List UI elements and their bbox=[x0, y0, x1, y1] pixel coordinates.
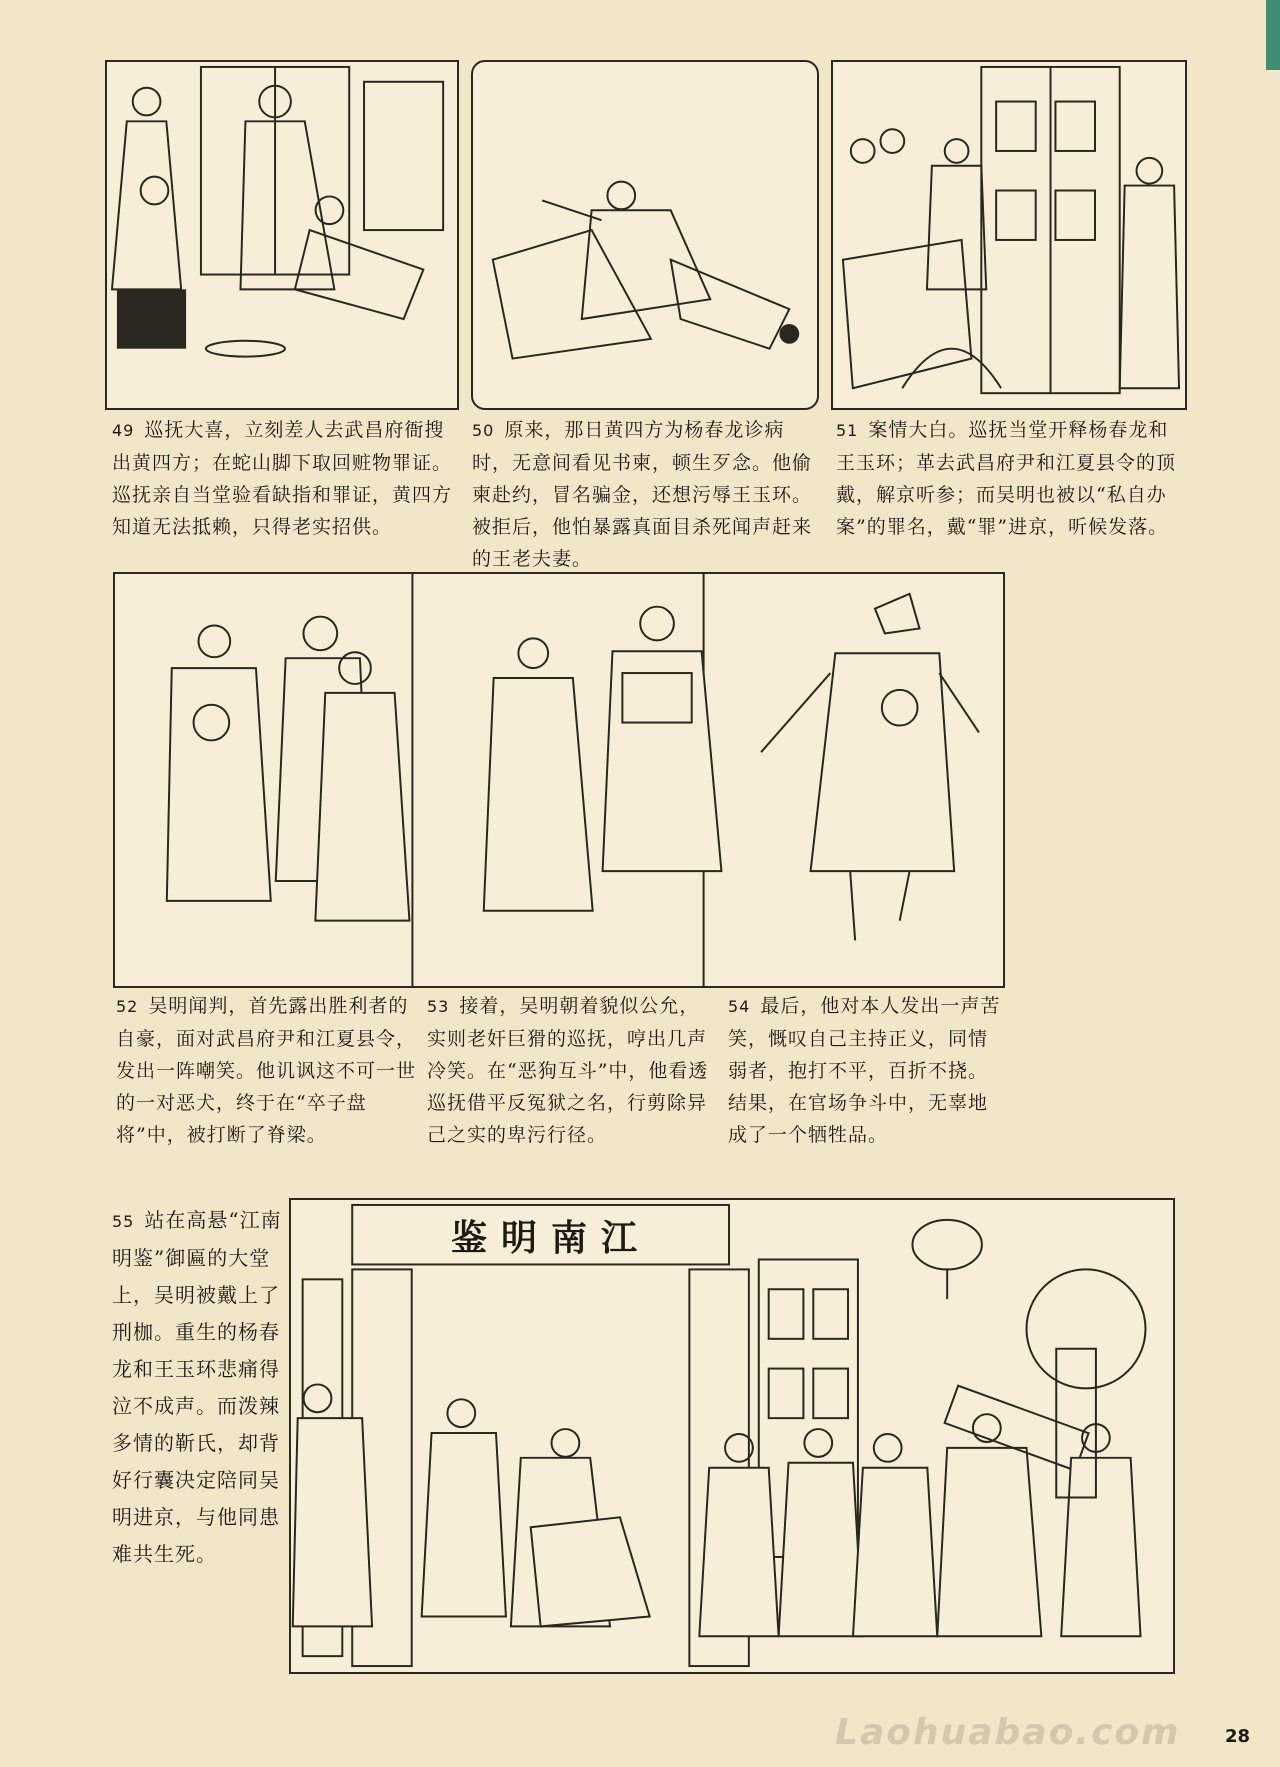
sign-jiangnan-mingjian: 江南明鉴 bbox=[451, 1217, 652, 1259]
caption-50 bbox=[472, 414, 820, 575]
panel-55-drawing bbox=[291, 1200, 1173, 1672]
panel-52-54-drawing bbox=[115, 574, 1003, 986]
page-edge-strip bbox=[1266, 0, 1280, 70]
caption-53-text: 接着，吴明朝着貌似公允，实则老奸巨猾的巡抚，哼出几声冷笑。在“恶狗互斗”中，他看透巡抚借平反冤狱之名，行剪除异己之实的卑污行径。 bbox=[427, 995, 709, 1146]
panel-51-drawing bbox=[833, 62, 1185, 408]
panel-52-54-illustration bbox=[113, 572, 1005, 988]
caption-51-number: 51 bbox=[836, 421, 859, 440]
caption-55-text: 站在高悬“江南明鉴”御匾的大堂上，吴明被戴上了刑枷。重生的杨春龙和王玉环悲痛得泣不成声。而泼辣多情的靳氏，却背好行囊决定陪同吴明进京，与他同患难共生死。 bbox=[112, 1208, 282, 1566]
caption-55-number: 55 bbox=[112, 1212, 135, 1231]
caption-51-text: 案情大白。巡抚当堂开释杨春龙和王玉环；革去武昌府尹和江夏县令的顶戴，解京听参；而吴明也被以“私自办案”的罪名，戴“罪”进京，听候发落。 bbox=[836, 419, 1177, 538]
caption-49 bbox=[112, 414, 462, 543]
caption-53-number: 53 bbox=[427, 997, 450, 1016]
page-number: 28 bbox=[1224, 1726, 1250, 1747]
panel-50-illustration bbox=[471, 60, 819, 410]
panel-49-illustration bbox=[105, 60, 459, 410]
caption-55 bbox=[112, 1202, 288, 1573]
caption-53 bbox=[427, 990, 717, 1151]
panel-50-drawing bbox=[473, 62, 817, 408]
panel-55-illustration bbox=[289, 1198, 1175, 1674]
caption-50-number: 50 bbox=[472, 421, 495, 440]
watermark: Laohuabao.com bbox=[835, 1712, 1181, 1753]
caption-52 bbox=[116, 990, 416, 1151]
caption-52-text: 吴明闻判，首先露出胜利者的自豪，面对武昌府尹和江夏县令，发出一阵嘲笑。他讥讽这不可一世的一对恶犬，终于在“卒子盘将”中，被打断了脊梁。 bbox=[116, 995, 417, 1146]
caption-54-number: 54 bbox=[728, 997, 751, 1016]
caption-49-text: 巡抚大喜，立刻差人去武昌府衙搜出黄四方；在蛇山脚下取回赃物罪证。巡抚亲自当堂验看缺指和罪证，黄四方知道无法抵赖，只得老实招供。 bbox=[112, 419, 453, 538]
panel-49-drawing bbox=[107, 62, 457, 408]
caption-49-number: 49 bbox=[112, 421, 135, 440]
panel-51-illustration bbox=[831, 60, 1187, 410]
caption-54 bbox=[728, 990, 1004, 1151]
caption-54-text: 最后，他对本人发出一声苦笑，慨叹自己主持正义，同情弱者，抱打不平，百折不挠。结果，在官场争斗中，无辜地成了一个牺牲品。 bbox=[728, 995, 1001, 1146]
caption-52-number: 52 bbox=[116, 997, 139, 1016]
caption-51 bbox=[836, 414, 1186, 543]
caption-50-text: 原来，那日黄四方为杨春龙诊病时，无意间看见书柬，顿生歹念。他偷柬赴约，冒名骗金，还想污辱王玉环。被拒后，他怕暴露真面目杀死闻声赶来的王老夫妻。 bbox=[472, 419, 813, 570]
